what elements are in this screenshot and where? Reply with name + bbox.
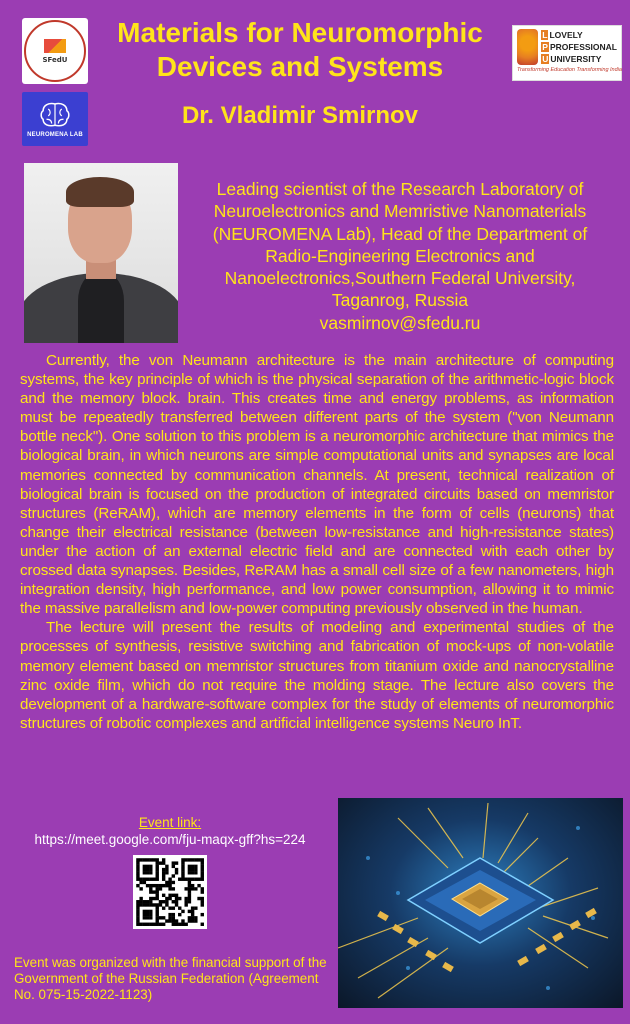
abstract-paragraph-1: Currently, the von Neumann architecture is the main architecture of computing systems, the key principle of which is the physical separation of the arithmetic-logic block and the memory block. brain. This creates time and energy problems, as information must be repeatedly transferred between different parts of the system ("von Neumann bottle neck"). One solution to this problem is a neuromorphic architecture that mimics the biological brain, in which neurons are simple computational units and synapses are local memories connected by communication channels. At present, technical realization of biological brain is focused on the production of integrated circuits based on memristor structures (ReRAM), which are memory elements in the form of cells (neurons) that change their electrical resistance (between low-resistance and high-resistance states) under the action of an external electric field and are connected with each other by crossed data synapses. Besides, ReRAM has a small cell size of a few nanometers, high integration density, high performance, and low power consumption, allowing it to mimic the massive parallelism and low-power computing previously observed in the human. [20, 352, 614, 618]
sfedu-logo [22, 18, 88, 84]
lpu-tagline: Transforming Education Transforming India [517, 67, 622, 73]
speaker-portrait [24, 163, 178, 343]
lpu-logo [512, 25, 622, 81]
neuromena-logo [22, 92, 88, 146]
speaker-bio [194, 178, 606, 334]
event-link-url[interactable]: https://meet.google.com/fju-maqx-gff?hs=224 [34, 832, 306, 847]
bio-text: Leading scientist of the Research Laboratory of Neuroelectronics and Memristive Nanomaterials (NEUROMENA Lab), Head of the Department of Radio-Engineering Electronics and Nanoelectronics,Southern Federal University, Taganrog, Russia [212, 179, 588, 311]
lpu-word-3: U UNIVERSITY [542, 54, 602, 64]
lpu-emblem-icon [517, 29, 538, 65]
speaker-name: Dr. Vladimir Smirnov [181, 102, 419, 129]
lpu-word-2: P PROFESSIONAL [542, 42, 617, 52]
chip-illustration [338, 798, 623, 1008]
qr-code-icon[interactable] [133, 855, 207, 929]
neuromena-logo-text: NEUROMENA LAB [27, 132, 83, 138]
sfedu-seal-icon [24, 20, 86, 82]
sfedu-logo-text: SFedU [42, 55, 68, 64]
brain-icon [38, 100, 72, 130]
abstract-paragraph-2: The lecture will present the results of modeling and experimental studies of the processes of synthesis, resistive switching and fabrication of mock-ups of non-volatile memory element based on memristor structures from titanium oxide and nanocrystalline zinc oxide film, which do not require the molding stage. The lecture also covers the development of a hardware-software complex for the study of elements of neuromorphic structures of robotic complexes and artificial intelligence systems Neuro InT. [20, 619, 614, 732]
page-title: Materials for Neuromorphic Devices and Systems [117, 17, 483, 82]
lecture-abstract [20, 351, 614, 733]
speaker-email[interactable]: vasmirnov@sfedu.ru [319, 312, 481, 333]
funding-note: Event was organized with the financial support of the Government of the Russian Federation (Agreement No. 075-15-2022-1123) [14, 955, 327, 1002]
event-link-label[interactable]: Event link: [138, 815, 202, 830]
lpu-word-1: L LOVELY [542, 30, 583, 40]
